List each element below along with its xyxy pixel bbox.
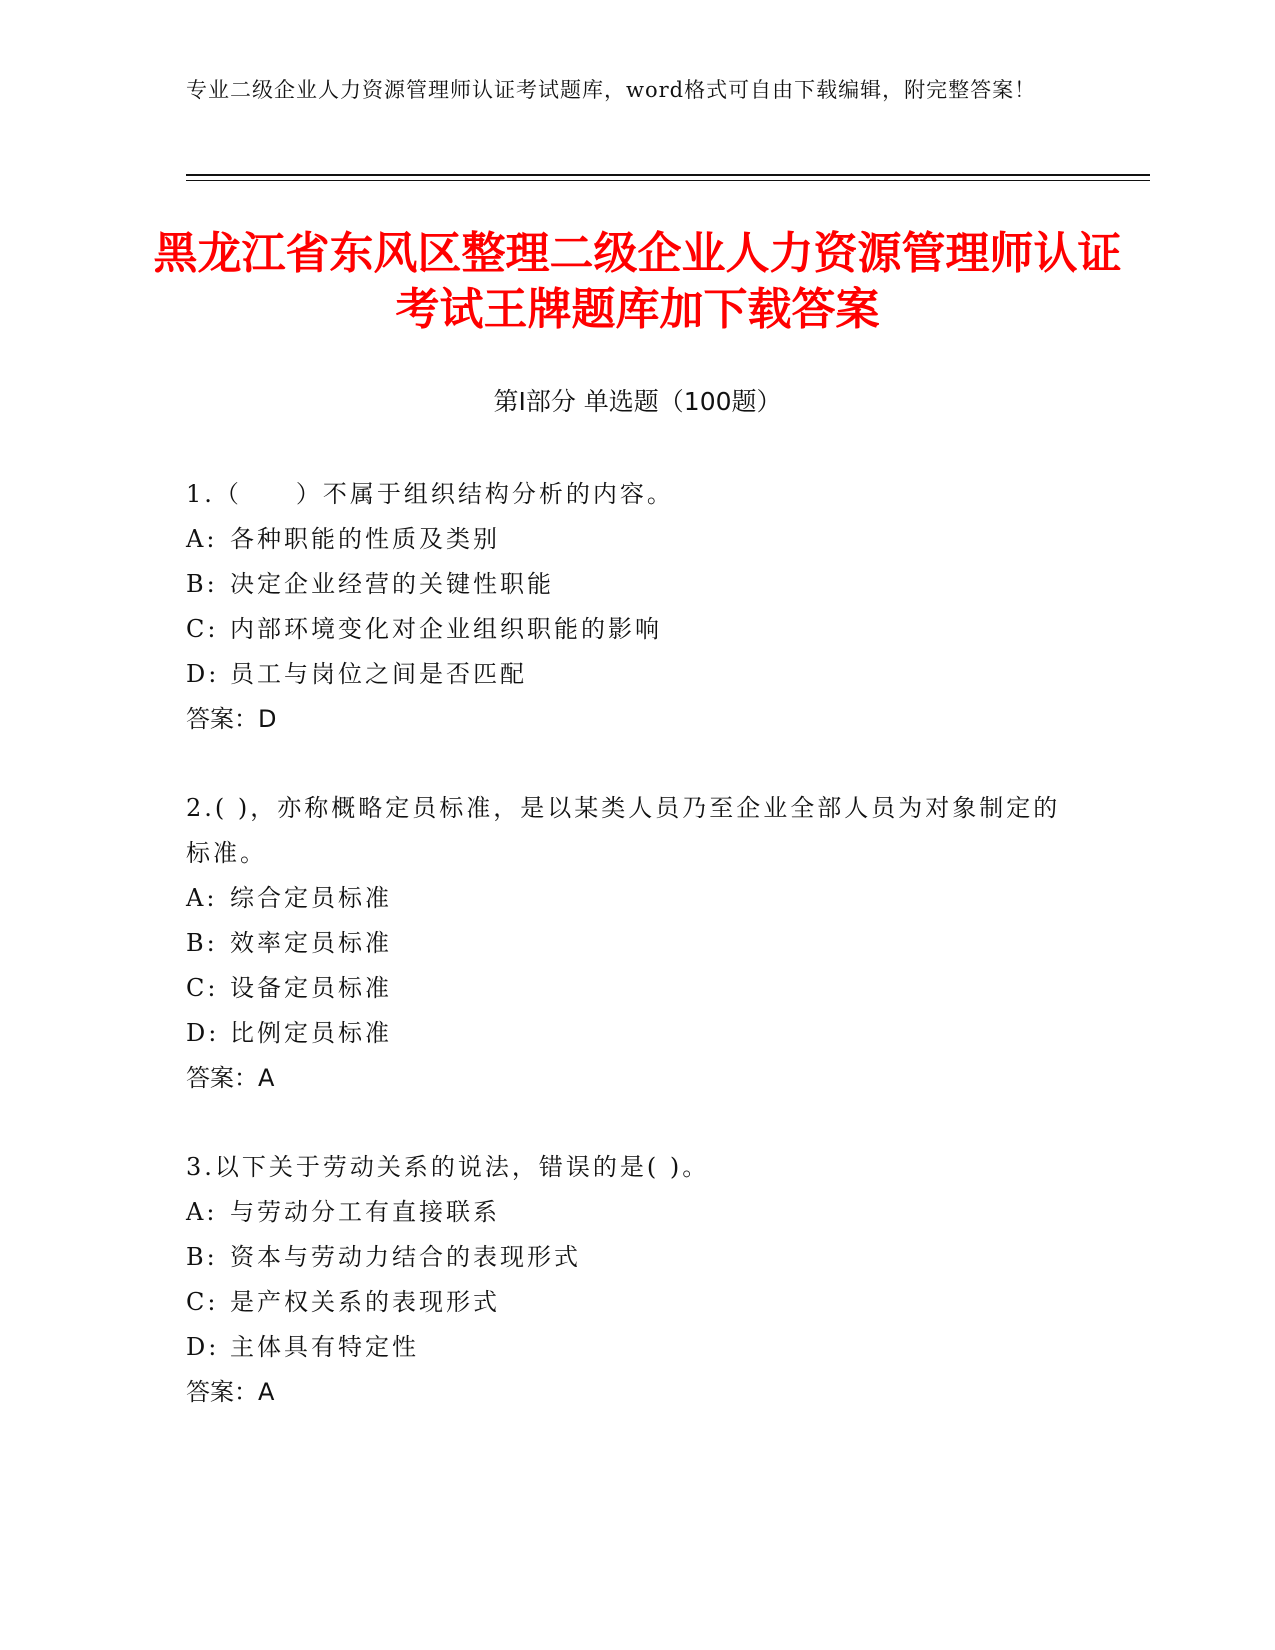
option-a — [186, 876, 1086, 921]
option-letter: C: — [186, 1288, 219, 1316]
option-text: 与劳动分工有直接联系 — [230, 1198, 500, 1226]
answer-line: 答案：D — [186, 705, 277, 733]
option-letter: D: — [186, 660, 220, 688]
section-heading: 第Ⅰ部分 单选题（100题） — [493, 387, 782, 416]
document-title: 黑龙江省东风区整理二级企业人力资源管理师认证考试王牌题库加下载答案 — [153, 228, 1122, 335]
answer-line: 答案：A — [186, 1378, 275, 1406]
option-letter: A: — [186, 525, 218, 553]
option-letter: B: — [186, 1243, 218, 1271]
question-1 — [186, 472, 1086, 742]
option-text: 是产权关系的表现形式 — [230, 1288, 500, 1316]
option-letter: D: — [186, 1019, 220, 1047]
option-b — [186, 921, 1086, 966]
option-d — [186, 1325, 1086, 1370]
option-a — [186, 1190, 1086, 1235]
option-text: 效率定员标准 — [230, 929, 392, 957]
header-divider-thin — [186, 180, 1150, 181]
question-list — [186, 472, 1086, 1459]
option-letter: C: — [186, 615, 219, 643]
option-d — [186, 1011, 1086, 1056]
question-3 — [186, 1145, 1086, 1415]
option-text: 主体具有特定性 — [230, 1333, 419, 1361]
option-letter: A: — [186, 884, 218, 912]
option-a — [186, 517, 1086, 562]
option-text: 各种职能的性质及类别 — [230, 525, 500, 553]
option-b — [186, 1235, 1086, 1280]
option-letter: D: — [186, 1333, 220, 1361]
option-text: 决定企业经营的关键性职能 — [230, 570, 554, 598]
answer-line: 答案：A — [186, 1064, 275, 1092]
option-d — [186, 652, 1086, 697]
question-stem: 3.以下关于劳动关系的说法，错误的是( )。 — [186, 1153, 710, 1181]
question-stem: 1.（ ）不属于组织结构分析的内容。 — [186, 480, 674, 508]
option-b — [186, 562, 1086, 607]
option-letter: B: — [186, 929, 218, 957]
option-text: 内部环境变化对企业组织职能的影响 — [230, 615, 662, 643]
option-text: 员工与岗位之间是否匹配 — [230, 660, 527, 688]
option-text: 设备定员标准 — [230, 974, 392, 1002]
option-letter: B: — [186, 570, 218, 598]
option-text: 比例定员标准 — [230, 1019, 392, 1047]
option-c — [186, 1280, 1086, 1325]
option-letter: A: — [186, 1198, 218, 1226]
option-text: 资本与劳动力结合的表现形式 — [230, 1243, 581, 1271]
option-letter: C: — [186, 974, 219, 1002]
option-text: 综合定员标准 — [230, 884, 392, 912]
header-note: 专业二级企业人力资源管理师认证考试题库，word格式可自由下载编辑，附完整答案！ — [186, 78, 1037, 102]
question-2 — [186, 786, 1086, 1101]
header-divider-thick — [186, 174, 1150, 176]
option-c — [186, 966, 1086, 1011]
option-c — [186, 607, 1086, 652]
question-stem: 2.( )，亦称概略定员标准，是以某类人员乃至企业全部人员为对象制定的标准。 — [186, 794, 1061, 867]
